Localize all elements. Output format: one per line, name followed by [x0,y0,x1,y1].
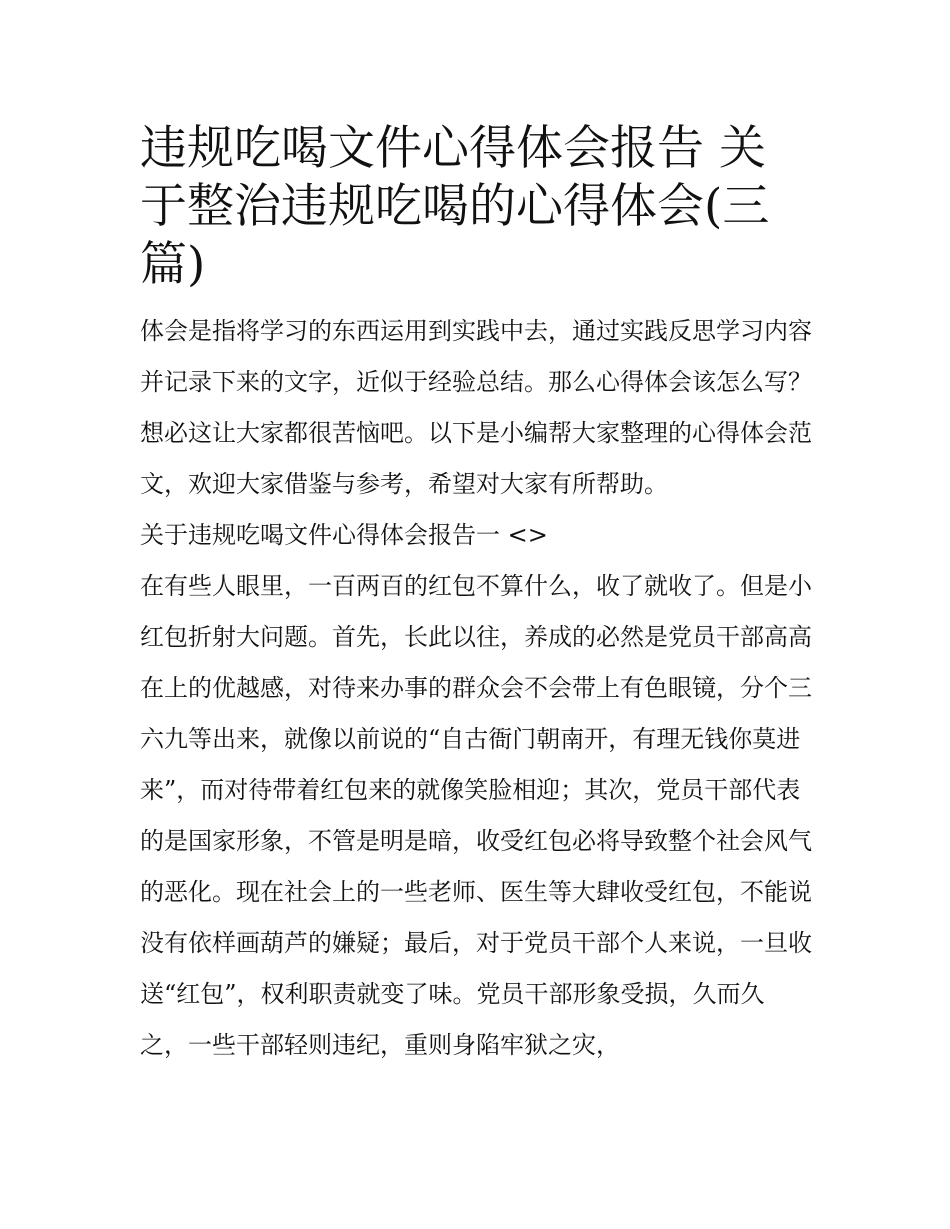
section-paragraph: 在有些人眼里，一百两百的红包不算什么，收了就收了。但是小红包折射大问题。首先，长此以往，养成的必然是党员干部高高在上的优越感，对待来办事的群众会不会带上有色眼镜，分个三六九等出来，就像以前说的“自古衙门朝南开，有理无钱你莫进来”，而对待带着红包来的就像笑脸相迎；其次，党员干部代表的是国家形象，不管是明是暗，收受红包必将导致整个社会风气的恶化。现在社会上的一些老师、医生等大肆收受红包，不能说没有依样画葫芦的嫌疑；最后，对于党员干部个人来说，一旦收送“红包”，权利职责就变了味。党员干部形象受损，久而久之，一些干部轻则违纪，重则身陷牢狱之灾， [140,572,812,1059]
document-content [140,120,812,1071]
section-heading: 关于违规吃喝文件心得体会报告一 <> [140,521,548,549]
intro-paragraph: 体会是指将学习的东西运用到实践中去，通过实践反思学习内容并记录下来的文字，近似于经验总结。那么心得体会该怎么写？想必这让大家都很苦恼吧。以下是小编帮大家整理的心得体会范文，欢迎大家借鉴与参考，希望对大家有所帮助。 [140,317,812,498]
document-title: 违规吃喝文件心得体会报告 关于整治违规吃喝的心得体会(三篇) [140,121,770,292]
